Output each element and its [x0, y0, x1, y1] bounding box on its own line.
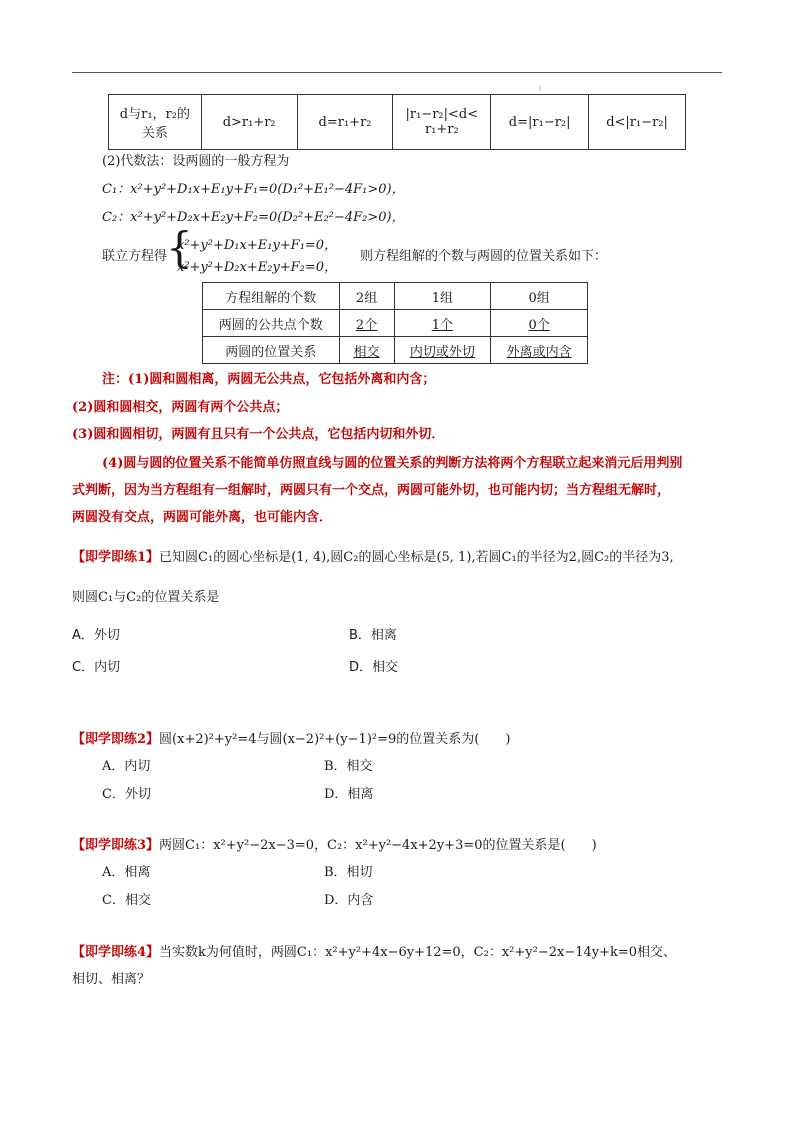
table-row — [203, 337, 588, 364]
exercise-1-line-2: 则圆C₁与C₂的位置关系是 — [72, 590, 220, 605]
note-2: (2)圆和圆相交，两圆有两个公共点； — [72, 400, 289, 415]
exercise-1-tag: 【即学即练1】 — [72, 550, 160, 565]
exercise-3-option-a[interactable]: A．相离 — [102, 865, 151, 880]
exercise-1-option-c[interactable]: C．内切 — [72, 660, 121, 675]
exercise-2-text: 圆(x+2)²+y²=4与圆(x−2)²+(y−1)²=9的位置关系为( ) — [159, 732, 511, 747]
table-cell: 0组 — [491, 283, 588, 310]
table-cell: d=|r₁−r₂| — [491, 95, 589, 150]
exercise-1-option-d[interactable]: D．相交 — [349, 660, 399, 675]
table-cell: d=r₁+r₂ — [297, 95, 393, 150]
table-cell: 1组 — [394, 283, 491, 310]
table-row — [109, 95, 686, 150]
cell-text: |r₁−r₂|<d< — [405, 107, 479, 122]
exercise-4-line-1: 当实数k为何值时，两圆C₁：x²+y²+4x−6y+12=0，C₂：x²+y²−2x−14y+k=0相交、 — [159, 945, 677, 960]
exercise-2-option-c[interactable]: C．外切 — [102, 787, 151, 802]
table-cell: 1个 — [394, 310, 491, 337]
table-cell: 0个 — [491, 310, 588, 337]
note-4-line-2: 式判断，因为当方程组有一组解时，两圆只有一个交点，两圆可能外切，也可能内切；当方程组无解时， — [72, 483, 671, 498]
solution-table — [202, 282, 588, 364]
exercise-2-stem — [72, 728, 510, 747]
exercise-2-tag: 【即学即练2】 — [72, 732, 160, 747]
note-3: (3)圆和圆相切，两圆有且只有一个公共点，它包括内切和外切． — [72, 427, 445, 442]
exercise-3-tag: 【即学即练3】 — [72, 838, 160, 853]
exercise-4-line-2: 相切、相离？ — [72, 972, 151, 987]
table-cell: d>r₁+r₂ — [201, 95, 297, 150]
exercise-1-option-a[interactable]: A．外切 — [72, 628, 120, 643]
relation-table — [108, 94, 686, 150]
exercise-4-tag: 【即学即练4】 — [72, 945, 160, 960]
table-row — [203, 283, 588, 310]
system-suffix: 则方程组解的个数与两圆的位置关系如下： — [360, 249, 608, 264]
exercise-3-option-c[interactable]: C．相交 — [102, 893, 151, 908]
table-cell: 方程组解的个数 — [203, 283, 340, 310]
exercise-2-option-b[interactable]: B．相交 — [324, 759, 373, 774]
exercise-2-option-d[interactable]: D．相离 — [324, 787, 374, 802]
table-cell: 外离或内含 — [491, 337, 588, 364]
note-4-line-1: (4)圆与圆的位置关系不能简单仿照直线与圆的位置关系的判断方法将两个方程联立起来消元后用判别 — [102, 456, 683, 471]
exercise-1-option-b[interactable]: B．相离 — [349, 628, 397, 643]
note-1: 注：(1)圆和圆相离，两圆无公共点，它包括外离和内含； — [102, 372, 436, 387]
table-cell: 2个 — [339, 310, 394, 337]
table-row — [203, 310, 588, 337]
table-cell: 两圆的位置关系 — [203, 337, 340, 364]
equation-c2: C₂：x²+y²+D₂x+E₂y+F₂=0(D₂²+E₂²−4F₂>0)， — [102, 210, 405, 225]
system-prefix: 联立方程得 — [102, 249, 168, 264]
table-cell: d<|r₁−r₂| — [589, 95, 686, 150]
cell-text: d与r₁，r₂的 — [119, 107, 190, 122]
exercise-4-stem — [72, 941, 676, 960]
exercise-3-option-d[interactable]: D．内含 — [324, 893, 374, 908]
exercise-1-stem — [72, 546, 674, 565]
table-cell — [393, 95, 491, 150]
table-cell — [109, 95, 202, 150]
algebra-title: (2)代数法：设两圆的一般方程为 — [102, 154, 290, 169]
header-tick: i — [539, 84, 542, 92]
equation-c1: C₁：x²+y²+D₁x+E₁y+F₁=0(D₁²+E₁²−4F₁>0)， — [102, 182, 405, 197]
exercise-1-line-1: 已知圆C₁的圆心坐标是(1, 4),圆C₂的圆心坐标是(5, 1),若圆C₁的半径为2,圆C₂的半径为3, — [159, 550, 674, 565]
brace-glyph: { — [166, 223, 193, 272]
cell-text: r₁+r₂ — [424, 122, 459, 137]
exercise-3-text: 两圆C₁：x²+y²−2x−3=0，C₂：x²+y²−4x+2y+3=0的位置关系是( ) — [159, 838, 597, 853]
exercise-2-option-a[interactable]: A．内切 — [102, 759, 151, 774]
table-cell: 2组 — [339, 283, 394, 310]
header-rule — [72, 72, 722, 73]
table-cell: 内切或外切 — [394, 337, 491, 364]
note-4-line-3: 两圆没有交点，两圆可能外离，也可能内含． — [72, 510, 333, 525]
table-cell: 两圆的公共点个数 — [203, 310, 340, 337]
exercise-3-option-b[interactable]: B．相切 — [324, 865, 373, 880]
cell-text: 关系 — [141, 126, 168, 141]
table-cell: 相交 — [339, 337, 394, 364]
system-eq-1: x²+y²+D₁x+E₁y+F₁=0， — [177, 238, 338, 253]
exercise-3-stem — [72, 834, 597, 853]
system-eq-2: x²+y²+D₂x+E₂y+F₂=0， — [177, 260, 338, 275]
